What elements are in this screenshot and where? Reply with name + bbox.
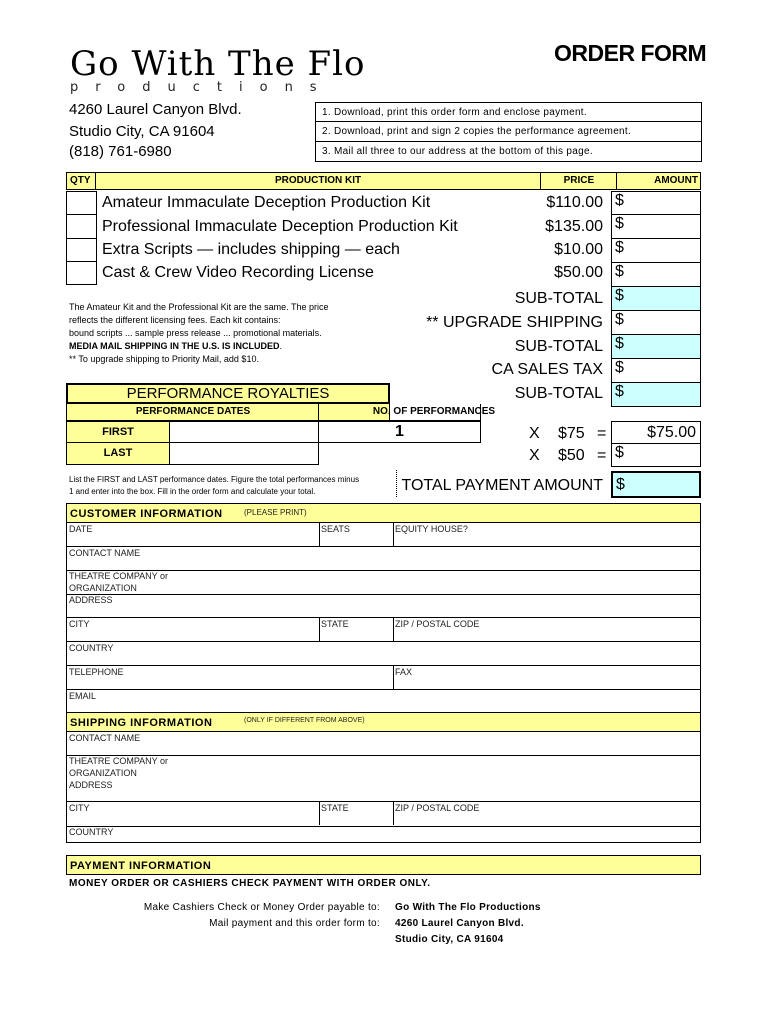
- upgrade-shipping-label: ** UPGRADE SHIPPING: [426, 314, 603, 331]
- phone: (818) 761-6980: [69, 143, 172, 160]
- theatre-label: THEATRE COMPANY or: [69, 571, 169, 581]
- amount-field[interactable]: $: [611, 215, 701, 239]
- kit-header: PRODUCTION KIT: [96, 172, 542, 190]
- payee-street: 4260 Laurel Canyon Blvd.: [395, 918, 524, 929]
- performances-field[interactable]: 1: [318, 421, 481, 443]
- customer-title: CUSTOMER INFORMATION: [70, 508, 223, 520]
- first-date-field[interactable]: [170, 421, 319, 443]
- brand-logo: Go With The Flo: [70, 44, 366, 84]
- instruction-3: 3. Mail all three to our address at the bottom of this page.: [315, 142, 702, 162]
- kit-notes: [69, 301, 389, 366]
- note-line: List the FIRST and LAST performance dates. Figure the total performances minus: [69, 475, 360, 484]
- equals: =: [597, 425, 607, 442]
- state-label: STATE: [321, 619, 349, 629]
- royalties-note: [69, 474, 399, 498]
- price-header: PRICE: [541, 172, 617, 190]
- payee-city: Studio City, CA 91604: [395, 934, 504, 945]
- theatre-label: THEATRE COMPANY or: [69, 756, 169, 766]
- amount-field[interactable]: $: [611, 263, 701, 287]
- rate-additional: $50: [558, 447, 585, 464]
- page-title: ORDER FORM: [554, 40, 707, 66]
- sales-tax-label: CA SALES TAX: [491, 361, 603, 378]
- note-line: MEDIA MAIL SHIPPING IN THE U.S. IS INCLUDED: [69, 341, 280, 351]
- note-line: .: [279, 341, 283, 351]
- subtotal-field[interactable]: $: [611, 287, 701, 311]
- mail-label: Mail payment and this order form to:: [209, 918, 380, 929]
- total-amount-field[interactable]: $: [611, 471, 701, 498]
- subtotal-field[interactable]: $: [611, 383, 701, 407]
- country-label: COUNTRY: [69, 827, 114, 837]
- date-label: DATE: [69, 524, 93, 534]
- telephone-label: TELEPHONE: [69, 667, 124, 677]
- kit-row-name: Extra Scripts — includes shipping — each: [102, 241, 400, 258]
- customer-section: [66, 503, 701, 713]
- zip-label: ZIP / POSTAL CODE: [395, 619, 480, 629]
- fax-label: FAX: [395, 667, 413, 677]
- total-label: TOTAL PAYMENT AMOUNT: [401, 477, 603, 494]
- royalty-additional-amount[interactable]: $: [611, 444, 701, 467]
- amount-column: [611, 191, 701, 407]
- instruction-2: 2. Download, print and sign 2 copies the performance agreement.: [315, 122, 702, 142]
- city-label: CITY: [69, 803, 90, 813]
- payment-address: [395, 900, 541, 948]
- payable-label: Make Cashiers Check or Money Order payable to:: [143, 902, 380, 913]
- kit-row-name: Amateur Immaculate Deception Production Kit: [102, 194, 431, 211]
- note-line: reflects the different licensing fees. Each kit contains:: [69, 315, 281, 325]
- note-line: 1 and enter into the box. Fill in the order form and calculate your total.: [69, 487, 316, 496]
- kit-row-price: $50.00: [554, 264, 603, 281]
- performances-header: NO. OF PERFORMANCES: [372, 406, 496, 417]
- payment-header: [66, 855, 701, 875]
- royalties-title: PERFORMANCE ROYALTIES: [66, 383, 390, 404]
- kit-row-price: $135.00: [545, 218, 603, 235]
- brand-subtitle: productions: [70, 80, 334, 95]
- payee: Go With The Flo Productions: [395, 902, 541, 913]
- address-line-2: Studio City, CA 91604: [69, 123, 215, 140]
- kit-row-name: Cast & Crew Video Recording License: [102, 264, 374, 281]
- amount-header: AMOUNT: [617, 172, 701, 190]
- upgrade-shipping-field[interactable]: $: [611, 311, 701, 335]
- dates-header: PERFORMANCE DATES: [135, 406, 251, 417]
- email-label: EMAIL: [69, 691, 97, 701]
- subtotal-label: SUB-TOTAL: [514, 338, 603, 355]
- shipping-title: SHIPPING INFORMATION: [70, 717, 213, 729]
- kit-row-price: $10.00: [554, 241, 603, 258]
- amount-field[interactable]: $: [611, 239, 701, 263]
- country-label: COUNTRY: [69, 643, 114, 653]
- instruction-1: 1. Download, print this order form and enclose payment.: [315, 102, 702, 122]
- royalty-first-amount[interactable]: $75.00: [611, 421, 701, 444]
- instructions: [315, 102, 702, 162]
- city-label: CITY: [69, 619, 90, 629]
- multiply-x: X: [529, 447, 540, 464]
- equity-label: EQUITY HOUSE?: [395, 524, 468, 534]
- address-label: ADDRESS: [69, 595, 113, 605]
- note-line: ** To upgrade shipping to Priority Mail, add $10.: [69, 354, 259, 364]
- payment-note: MONEY ORDER OR CASHIERS CHECK PAYMENT WITH ORDER ONLY.: [69, 878, 431, 889]
- subtotal-field[interactable]: $: [611, 335, 701, 359]
- rate-first: $75: [558, 425, 585, 442]
- state-label: STATE: [321, 803, 349, 813]
- contact-label: CONTACT NAME: [69, 733, 141, 743]
- address-label: ADDRESS: [69, 780, 113, 790]
- payment-title: PAYMENT INFORMATION: [70, 860, 212, 872]
- seats-label: SEATS: [321, 524, 350, 534]
- organization-label: ORGANIZATION: [69, 583, 137, 593]
- kit-row-name: Professional Immaculate Deception Production Kit: [102, 218, 458, 235]
- product-table: [66, 172, 701, 190]
- organization-label: ORGANIZATION: [69, 768, 137, 778]
- please-print: (PLEASE PRINT): [244, 508, 307, 517]
- shipping-note: (ONLY IF DIFFERENT FROM ABOVE): [244, 717, 365, 724]
- equals: =: [597, 447, 607, 464]
- first-label: FIRST: [66, 421, 170, 443]
- multiply-x: X: [529, 425, 540, 442]
- note-line: bound scripts ... sample press release ... promotional materials.: [69, 328, 322, 338]
- last-date-field[interactable]: [170, 443, 319, 465]
- payment-instructions: [80, 900, 380, 932]
- kit-row-price: $110.00: [546, 194, 603, 211]
- subtotal-label: SUB-TOTAL: [514, 290, 603, 307]
- amount-field[interactable]: $: [611, 191, 701, 215]
- last-label: LAST: [66, 443, 170, 465]
- sales-tax-field[interactable]: $: [611, 359, 701, 383]
- subtotal-label: SUB-TOTAL: [514, 385, 603, 402]
- zip-label: ZIP / POSTAL CODE: [395, 803, 480, 813]
- shipping-section: [66, 713, 701, 843]
- address-line-1: 4260 Laurel Canyon Blvd.: [69, 101, 242, 118]
- contact-label: CONTACT NAME: [69, 548, 141, 558]
- note-line: The Amateur Kit and the Professional Kit are the same. The price: [69, 302, 329, 312]
- qty-header: QTY: [66, 172, 96, 190]
